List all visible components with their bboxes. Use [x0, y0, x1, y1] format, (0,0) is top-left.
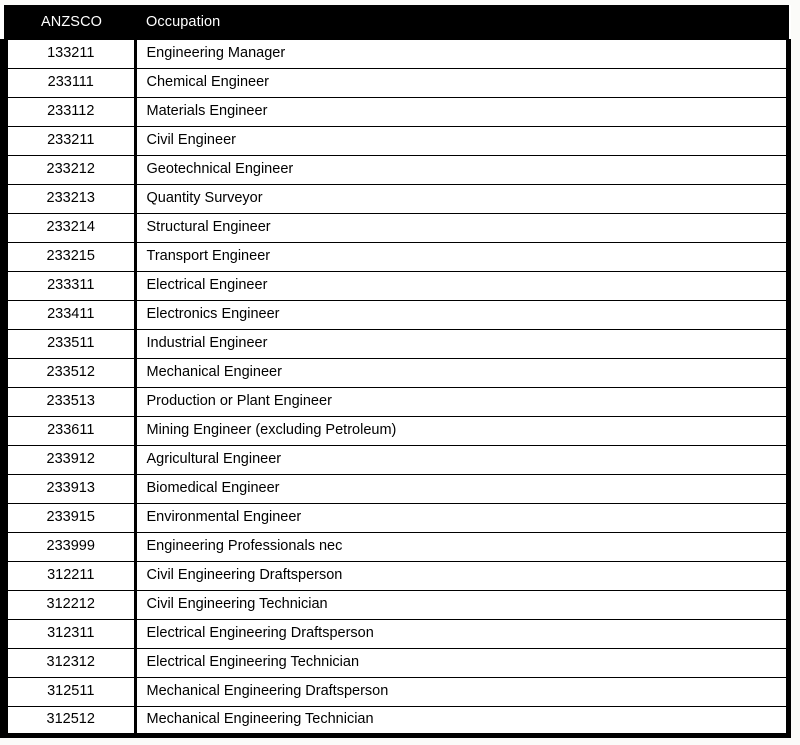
table-row [4, 97, 789, 126]
cell-anzsco-code: 312312 [4, 648, 135, 677]
cell-anzsco-code: 233211 [4, 126, 135, 155]
cell-occupation-name: Electronics Engineer [135, 300, 789, 329]
cell-occupation-name: Agricultural Engineer [135, 445, 789, 474]
table-row [4, 532, 789, 561]
cell-occupation-name: Electrical Engineering Technician [135, 648, 789, 677]
occupation-table-container [0, 5, 791, 738]
table-row [4, 68, 789, 97]
cell-occupation-name: Materials Engineer [135, 97, 789, 126]
table-row [4, 184, 789, 213]
table-row [4, 300, 789, 329]
table-row [4, 271, 789, 300]
cell-anzsco-code: 233611 [4, 416, 135, 445]
cell-anzsco-code: 233915 [4, 503, 135, 532]
cell-occupation-name: Production or Plant Engineer [135, 387, 789, 416]
table-row [4, 619, 789, 648]
cell-anzsco-code: 233213 [4, 184, 135, 213]
cell-occupation-name: Transport Engineer [135, 242, 789, 271]
cell-anzsco-code: 233215 [4, 242, 135, 271]
cell-occupation-name: Environmental Engineer [135, 503, 789, 532]
table-row [4, 474, 789, 503]
table-row [4, 126, 789, 155]
cell-occupation-name: Electrical Engineering Draftsperson [135, 619, 789, 648]
cell-anzsco-code: 312311 [4, 619, 135, 648]
cell-anzsco-code: 233913 [4, 474, 135, 503]
table-row [4, 416, 789, 445]
cell-occupation-name: Industrial Engineer [135, 329, 789, 358]
cell-occupation-name: Quantity Surveyor [135, 184, 789, 213]
table-row [4, 39, 789, 68]
table-row [4, 561, 789, 590]
table-row [4, 213, 789, 242]
cell-anzsco-code: 233411 [4, 300, 135, 329]
table-row [4, 503, 789, 532]
table-row [4, 358, 789, 387]
cell-occupation-name: Mechanical Engineering Technician [135, 706, 789, 735]
cell-anzsco-code: 233111 [4, 68, 135, 97]
cell-occupation-name: Civil Engineer [135, 126, 789, 155]
table-row [4, 155, 789, 184]
cell-occupation-name: Structural Engineer [135, 213, 789, 242]
cell-anzsco-code: 233311 [4, 271, 135, 300]
table-row [4, 706, 789, 735]
cell-occupation-name: Civil Engineering Draftsperson [135, 561, 789, 590]
cell-anzsco-code: 233912 [4, 445, 135, 474]
table-row [4, 677, 789, 706]
cell-anzsco-code: 133211 [4, 39, 135, 68]
cell-anzsco-code: 233112 [4, 97, 135, 126]
column-header-anzsco: ANZSCO [4, 5, 135, 39]
cell-occupation-name: Mechanical Engineering Draftsperson [135, 677, 789, 706]
table-row [4, 329, 789, 358]
cell-occupation-name: Engineering Professionals nec [135, 532, 789, 561]
cell-anzsco-code: 233214 [4, 213, 135, 242]
table-row [4, 648, 789, 677]
cell-anzsco-code: 233999 [4, 532, 135, 561]
anzsco-occupation-table [0, 5, 791, 738]
cell-occupation-name: Chemical Engineer [135, 68, 789, 97]
table-body [4, 39, 789, 735]
cell-occupation-name: Mechanical Engineer [135, 358, 789, 387]
table-row [4, 387, 789, 416]
cell-anzsco-code: 312212 [4, 590, 135, 619]
cell-anzsco-code: 233512 [4, 358, 135, 387]
cell-occupation-name: Electrical Engineer [135, 271, 789, 300]
cell-anzsco-code: 312511 [4, 677, 135, 706]
table-header-row [4, 5, 789, 39]
cell-occupation-name: Engineering Manager [135, 39, 789, 68]
cell-anzsco-code: 233513 [4, 387, 135, 416]
cell-occupation-name: Civil Engineering Technician [135, 590, 789, 619]
cell-anzsco-code: 233212 [4, 155, 135, 184]
table-header [4, 5, 789, 39]
cell-occupation-name: Geotechnical Engineer [135, 155, 789, 184]
cell-occupation-name: Biomedical Engineer [135, 474, 789, 503]
cell-anzsco-code: 233511 [4, 329, 135, 358]
table-row [4, 590, 789, 619]
table-row [4, 242, 789, 271]
cell-anzsco-code: 312211 [4, 561, 135, 590]
cell-occupation-name: Mining Engineer (excluding Petroleum) [135, 416, 789, 445]
column-header-occupation: Occupation [135, 5, 789, 39]
cell-anzsco-code: 312512 [4, 706, 135, 735]
table-row [4, 445, 789, 474]
